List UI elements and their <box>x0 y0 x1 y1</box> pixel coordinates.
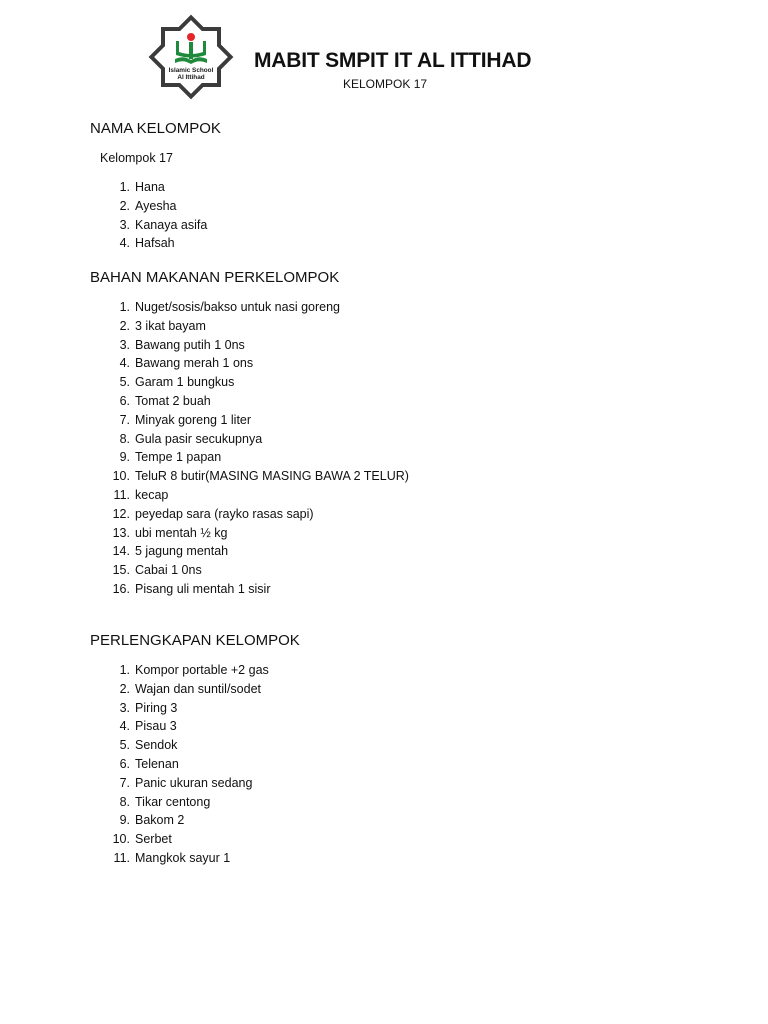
list-item: 16. Pisang uli mentah 1 sisir <box>112 581 271 596</box>
list-item: 4. Bawang merah 1 ons <box>119 356 254 371</box>
list-item: 2. Wajan dan suntil/sodet <box>119 681 262 696</box>
list-item: 3. Piring 3 <box>119 700 178 715</box>
list-item: 4. Pisau 3 <box>119 719 177 734</box>
list-item: 8. Gula pasir secukupnya <box>119 431 263 446</box>
equipment-list <box>90 661 690 868</box>
member-list <box>90 178 690 253</box>
list-item: 15. Cabai 1 0ns <box>112 563 202 578</box>
group-label: Kelompok 17 <box>100 151 173 165</box>
logo-text-line2: Al Ittihad <box>177 74 205 81</box>
section-heading: BAHAN MAKANAN PERKELOMPOK <box>90 269 340 286</box>
logo-text-line1: Islamic School <box>168 67 214 74</box>
list-item: 7. Panic ukuran sedang <box>119 775 253 790</box>
list-item: 9. Bakom 2 <box>119 813 185 828</box>
list-item: 11. kecap <box>113 487 169 502</box>
list-item: 12. peyedap sara (rayko rasas sapi) <box>112 506 314 521</box>
list-item: 2. 3 ikat bayam <box>119 318 206 333</box>
list-item: 9. Tempe 1 papan <box>119 450 222 465</box>
list-item: 6. Tomat 2 buah <box>119 393 211 408</box>
section-nama-kelompok <box>90 120 690 253</box>
list-item: 8. Tikar centong <box>119 794 211 809</box>
list-item: 14. 5 jagung mentah <box>112 544 229 559</box>
document-title: MABIT SMPIT IT AL ITTIHAD <box>254 49 532 72</box>
list-item: 13. ubi mentah ½ kg <box>112 525 228 540</box>
list-item: 1. Kompor portable +2 gas <box>119 663 269 677</box>
list-item: 1. Nuget/sosis/bakso untuk nasi goreng <box>119 300 340 314</box>
ingredient-list <box>90 298 690 599</box>
list-item: 2. Ayesha <box>119 198 177 213</box>
section-perlengkapan <box>90 632 690 868</box>
list-item: 5. Garam 1 bungkus <box>119 375 235 390</box>
list-item: 1. Hana <box>119 180 165 194</box>
list-item: 3. Bawang putih 1 0ns <box>119 337 245 352</box>
section-bahan-makanan <box>90 269 690 599</box>
list-item: 3. Kanaya asifa <box>119 217 208 232</box>
list-item: 10. TeluR 8 butir(MASING MASING BAWA 2 TELUR) <box>112 469 409 484</box>
list-item: 4. Hafsah <box>119 236 175 251</box>
list-item: 5. Sendok <box>119 738 178 753</box>
document-subtitle: KELOMPOK 17 <box>343 77 428 91</box>
school-logo <box>144 10 238 104</box>
section-heading: NAMA KELOMPOK <box>90 120 221 137</box>
section-heading: PERLENGKAPAN KELOMPOK <box>90 632 300 649</box>
list-item: 10. Serbet <box>112 832 172 847</box>
list-item: 11. Mangkok sayur 1 <box>113 850 231 865</box>
list-item: 6. Telenan <box>119 756 179 771</box>
list-item: 7. Minyak goreng 1 liter <box>119 412 252 427</box>
